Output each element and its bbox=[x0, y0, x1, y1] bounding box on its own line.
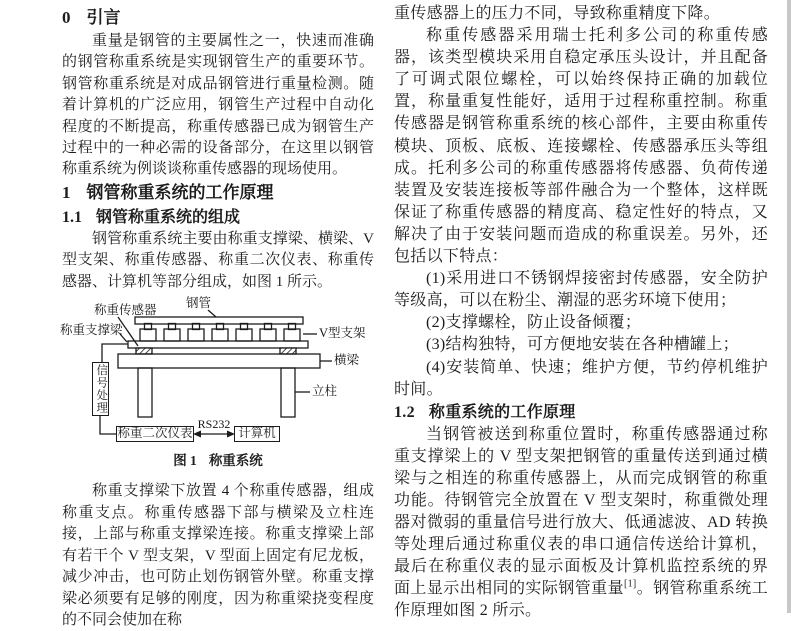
rs232-label: RS232 bbox=[197, 417, 231, 432]
para-composition: 钢管称重系统主要由称重支撑梁、横梁、V 型支架、称重传感器、称重二次仪表、称重传感器、计算机等部分组成，如图 1 所示。 bbox=[62, 230, 374, 290]
secondary-instrument-box: 称重二次仪表 bbox=[117, 426, 193, 441]
principle-text-end: 。钢管称重系统工作原理如图 2 所示。 bbox=[394, 580, 768, 620]
signal-processing-box: 信号处理 bbox=[92, 362, 109, 416]
section-1-number: 1 bbox=[62, 182, 71, 202]
column-left bbox=[138, 368, 152, 417]
section-1-1-heading bbox=[62, 206, 374, 229]
section-0-heading bbox=[62, 6, 374, 30]
cross-beam-bar bbox=[118, 354, 320, 368]
page-edge-shadow bbox=[787, 0, 791, 613]
section-1-heading bbox=[62, 181, 374, 205]
figure-1-caption-title: 称重系统 bbox=[208, 453, 263, 469]
section-1-title: 钢管称重系统的工作原理 bbox=[86, 182, 274, 202]
feature-item-2: (2)支撑螺栓，防止设备倾覆； bbox=[426, 314, 642, 332]
load-cell-right bbox=[280, 348, 296, 354]
label-load-cell: 称重传感器 bbox=[94, 303, 157, 318]
support-beam-bar bbox=[128, 341, 308, 348]
label-pipe: 钢管 bbox=[186, 296, 212, 311]
beam-to-signal-line bbox=[102, 344, 128, 362]
label-v-bracket: V型支架 bbox=[319, 326, 366, 341]
section-1-2-number: 1.2 bbox=[394, 403, 415, 421]
section-1-2-heading bbox=[394, 401, 768, 424]
feature-item-4: (4)安装简单、快速；维护方便，节约停机维护时间。 bbox=[394, 358, 768, 398]
v-bracket-blocks bbox=[140, 324, 300, 342]
citation-1: [1] bbox=[624, 579, 637, 591]
section-0-title: 引言 bbox=[86, 8, 121, 27]
right-column bbox=[394, 3, 768, 623]
feature-item-1: (1)采用进口不锈钢焊接密封传感器，安全防护等级高，可以在粉尘、潮湿的恶劣环境下使用； bbox=[394, 270, 768, 310]
pipe-leader-line bbox=[208, 310, 216, 317]
section-0-number: 0 bbox=[62, 8, 71, 27]
section-1-2-title: 称重系统的工作原理 bbox=[428, 403, 576, 421]
para-support-beam: 称重支撑梁下放置 4 个称重传感器，组成称重支点。称重传感器下部与横梁及立柱连接，上部与称重支撑梁连接。称重支撑梁上部有若干个 V 型支架，V 型面上固定有尼龙板，减少冲击，也可防止划伤钢管外壁。称重支撑梁必须要有足够的刚度，因为称重梁挠变程度的不同会使加在称 bbox=[62, 483, 374, 628]
section-1-1-title: 钢管称重系统的组成 bbox=[96, 208, 241, 226]
figure-1-caption bbox=[62, 450, 374, 471]
para-intro: 重量是钢管的主要属性之一，快速而准确的钢管称重系统是实现钢管生产的重要环节。钢管称重系统是对成品钢管进行重量检测。随着计算机的广泛应用，钢管生产过程中自动化程度的不断提高，称重传感器已成为钢管生产过程中的一种必需的设备部分，在这里以钢管称重系统为例谈谈称重传感器的现场使用。 bbox=[62, 33, 374, 178]
column-right bbox=[281, 368, 295, 417]
para-pressure-continuation: 重传感器上的压力不同，导致称重精度下降。 bbox=[394, 5, 721, 22]
computer-box: 计算机 bbox=[234, 426, 280, 442]
load-cell-left bbox=[136, 348, 152, 354]
left-column bbox=[62, 6, 374, 631]
label-cross-beam: 横梁 bbox=[334, 353, 360, 368]
para-sensor-description: 称重传感器采用瑞士托利多公司的称重传感器，该类型模块采用自稳定承压头设计，并且配备了可调式限位螺栓，可以始终保持正确的加载位置，称量重复性能好，适用于过程称重控制。称重传感器是钢管称重系统的核心部件，主要由称重传模块、顶板、底板、连接螺栓、传感器承压头等组成。托利多公司的称重传感器将传感器、负荷传递装置及安装连接板等部件融合为一个整体，这样既保证了称重传感器的精度高、稳定性好的特点，又解决了由于安装问题而造成的称重误差。另外，还包括以下特点： bbox=[394, 27, 768, 266]
label-column: 立柱 bbox=[312, 384, 338, 399]
label-support-beam: 称重支撑梁 bbox=[60, 323, 123, 338]
signal-to-instrument-line bbox=[100, 416, 116, 434]
para-working-principle bbox=[394, 424, 768, 623]
section-1-1-number: 1.1 bbox=[62, 208, 82, 226]
figure-1-weighing-system-diagram bbox=[60, 297, 390, 447]
feature-item-3: (3)结构独特，可方便地安装在各种槽罐上； bbox=[426, 336, 739, 354]
figure-1-caption-number: 图 1 bbox=[173, 453, 197, 469]
principle-text: 当钢管被送到称重位置时，称重传感器通过称重支撑梁上的 V 型支架把钢管的重量传送到通过横梁与之相连的称重传感器上，从而完成钢管的称重功能。待钢管完全放置在 V 型支架时，称重微处理器对微弱的重量信号进行放大、低通滤波、AD 转换等处理后通过称重仪表的串口通信传送给计算机，最后在称重仪表的显示面板及计算机监控系统的界面上显示出相同的实际钢管重量 bbox=[394, 425, 768, 598]
